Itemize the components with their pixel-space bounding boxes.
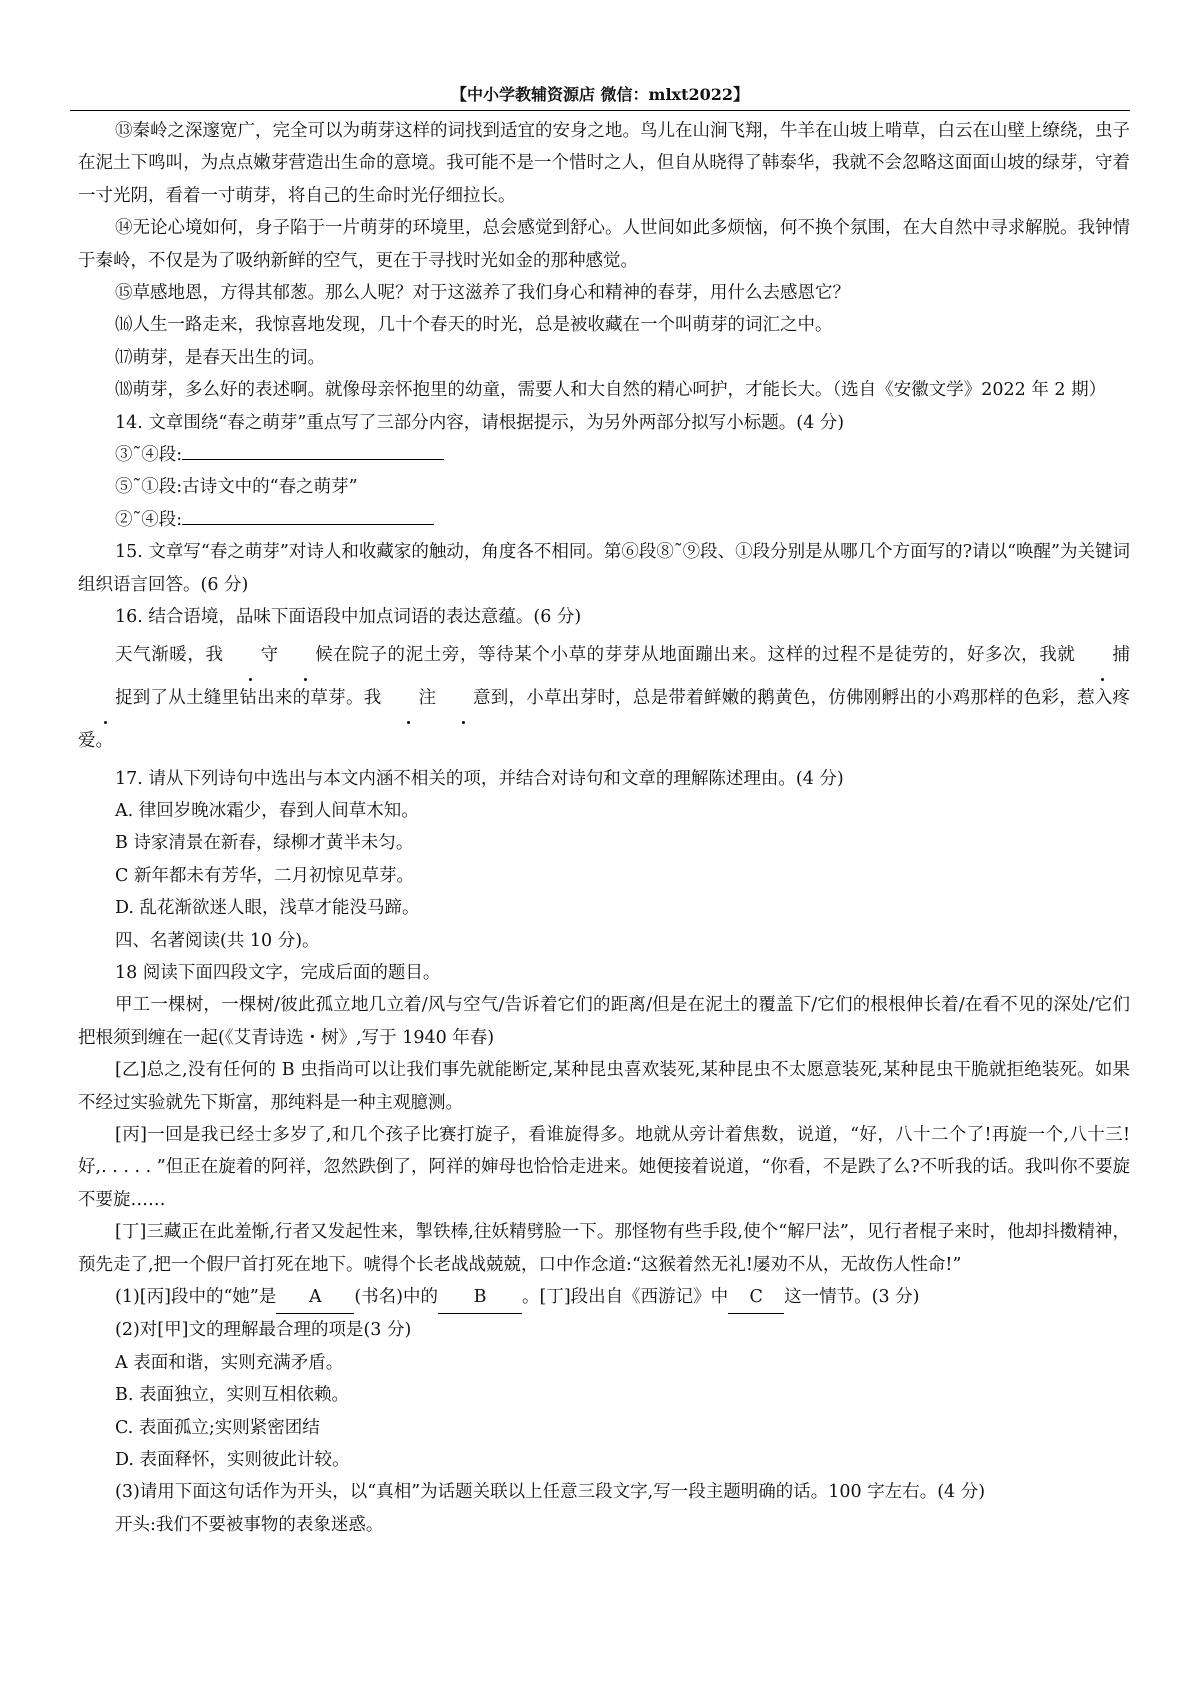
question-14-line-3 [78, 504, 1130, 536]
q14-answer-blank-1[interactable] [182, 441, 444, 460]
question-17-stem: 17. 请从下列诗句中选出与本文内涵不相关的项，并结合对诗句和文章的理解陈述理由。(4 分) [115, 768, 844, 789]
dotted-char: 捕 [1076, 634, 1131, 677]
dotted-char: 意 [436, 677, 491, 720]
passage-yi: [乙]总之,没有任何的 B 虫指尚可以让我们事先就能断定,某种昆虫喜欢装死,某种昆虫不太愿意装死,某种昆虫干脆就拒绝装死。如果不经过实验就先下斯富，那纯料是一种主观臆测。 [78, 1060, 1130, 1113]
passage-text-3: 到了从土缝里钻出来的草芽。我 [132, 687, 382, 708]
paragraph-13: ⑬秦岭之深邃宽广，完全可以为萌芽这样的词找到适宜的安身之地。鸟儿在山涧飞翔，牛羊在山坡上啃草，白云在山壁上缭绕，虫子在泥土下鸣叫，为点点嫩芽营造出生命的意境。我可能不是一个惜时之人，但自从晓得了韩泰华，我就不会忽略这面面山坡的绿芽，守着一寸光阴，看着一寸萌芽，将自己的生命时光仔细拉长。 [78, 121, 1130, 206]
paragraph-15: ⑮草感地恩，方得其郁葱。那么人呢？对于这滋养了我们身心和精神的春芽，用什么去感恩它？ [115, 283, 850, 304]
subquestion-3-opening: 开头:我们不要被事物的表象迷惑。 [115, 1514, 384, 1535]
header-rule [70, 110, 1130, 111]
q14-line3-label: ②˜④段: [115, 509, 183, 530]
subquestion-3: (3)请用下面这句话作为开头，以“真相”为话题关联以上任意三段文字,写一段主题明确的话。100 字左右。(4 分) [115, 1482, 986, 1503]
subquestion-2-option-b: B. 表面独立，实则互相依赖。 [115, 1385, 349, 1406]
dotted-char: 捉 [78, 677, 133, 720]
dotted-char: 注 [381, 677, 436, 720]
fill-blank-c[interactable]: C [728, 1281, 784, 1314]
page-header: 【中小学教辅资源店 微信：mlxt2022】 [450, 85, 750, 104]
dotted-char: 守 [224, 634, 279, 677]
paragraph-17: ⒄萌芽，是春天出生的词。 [115, 347, 325, 368]
question-17-option-b: B 诗家清景在新春，绿柳才黄半未匀。 [115, 833, 414, 854]
question-17-option-a: A. 律回岁晚冰霜少，春到人间草木知。 [115, 800, 419, 821]
document-body [78, 115, 1130, 1541]
paragraph-16: ⒃人生一路走来，我惊喜地发现，几十个春天的时光，总是被收藏在一个叫萌芽的词汇之中。 [115, 315, 833, 336]
question-18-stem: 18 阅读下面四段文字，完成后面的题目。 [115, 962, 441, 983]
passage-bing: [丙]一回是我已经士多岁了,和几个孩子比赛打旋子，看谁旋得多。地就从旁计着焦数，说道，“好，八十二个了!再旋一个,八十三!好,. . . . . ”但正在旋着的阿祥，忽然跌倒了，阿祥的婶母也恰恰走进来。她便接着说道，“你看，不是跌了么?不听我的话。我叫你不要旋不要旋…… [78, 1124, 1130, 1210]
subquestion-2-option-a: A 表面和谐，实则充满矛盾。 [115, 1352, 344, 1373]
subq1-text-d: 这一情节。(3 分) [784, 1287, 920, 1307]
question-16-stem: 16. 结合语境，品味下面语段中加点词语的表达意蕴。(6 分) [115, 607, 582, 628]
question-14-stem: 14. 文章围绕“春之萌芽”重点写了三部分内容，请根据提示，为另外两部分拟写小标题。(4 分) [115, 412, 845, 433]
subquestion-2: (2)对[甲]文的理解最合理的项是(3 分) [115, 1320, 412, 1341]
subq1-text-c: 。[丁]段出自《西游记》中 [522, 1287, 729, 1307]
question-14-line-1 [78, 439, 1130, 471]
question-14-line-2: ⑤˜①段:古诗文中的“春之萌芽” [115, 477, 358, 498]
subquestion-2-option-c: C. 表面孤立;实则紧密团结 [115, 1417, 320, 1438]
q14-answer-blank-2[interactable] [182, 506, 434, 525]
passage-text-1: 天气渐暖，我 [115, 644, 224, 665]
question-15-stem: 15. 文章写“春之萌芽”对诗人和收藏家的触动，角度各不相同。第⑥段⑧˜⑨段、①段分别是从哪几个方面写的?请以“唤醒”为关键词组织语言回答。(6 分) [78, 542, 1130, 595]
paragraph-18: ⒅萌芽，多么好的表述啊。就像母亲怀抱里的幼童，需要人和大自然的精心呵护，才能长大。（选自《安徽文学》2022 年 2 期） [115, 380, 1107, 401]
subq1-text-b: (书名)中的 [354, 1287, 438, 1307]
subquestion-1 [78, 1281, 1130, 1314]
subquestion-2-option-d: D. 表面释怀，实则彼此计较。 [115, 1450, 350, 1471]
subq1-text-a: (1)[丙]段中的“她”是 [115, 1287, 277, 1307]
question-17-option-c: C 新年都未有芳华，二月初惊见草芽。 [115, 865, 414, 886]
question-17-option-d: D. 乱花渐欲迷人眼，浅草才能没马蹄。 [115, 898, 420, 919]
passage-ding: [丁]三藏正在此羞惭,行者又发起性来，掣铁棒,往妖精劈脸一下。那怪物有些手段,使个“解尸法”，见行者棍子来时，他却抖擞精神，预先走了,把一个假尸首打死在地下。唬得个长老战战兢兢，口中作念道:“这猴着然无礼!屡劝不从，无故伤人性命!” [78, 1222, 1130, 1275]
fill-blank-a[interactable]: A [276, 1281, 354, 1314]
question-16-passage [78, 634, 1130, 763]
fill-blank-b[interactable]: B [438, 1281, 522, 1314]
section-4-title: 四、名著阅读(共 10 分)。 [115, 930, 320, 951]
passage-jia: 甲工一棵树，一棵树/彼此孤立地几立着/风与空气/告诉着它们的距离/但是在泥土的覆盖下/它们的根根伸长着/在看不见的深处/它们把根须到缠在一起(《艾青诗选・树》,写于 1940 年春) [78, 995, 1130, 1048]
paragraph-14: ⑭无论心境如何，身子陷于一片萌芽的环境里，总会感觉到舒心。人世间如此多烦恼，何不换个氛围，在大自然中寻求解脱。我钟情于秦岭，不仅是为了吸纳新鲜的空气，更在于寻找时光如金的那种感觉。 [78, 218, 1130, 271]
dotted-char: 候 [278, 634, 333, 677]
q14-line1-label: ③˜④段: [115, 445, 183, 466]
passage-text-4: 到，小草出芽时，总是带着鲜嫩的鹅黄色，仿佛刚孵出的小鸡那样的色彩，惹入疼爱。 [78, 687, 1131, 751]
passage-text-2: 在院子的泥土旁，等待某个小草的芽芽从地面蹦出来。这样的过程不是徒劳的，好多次，我就 [332, 644, 1076, 665]
